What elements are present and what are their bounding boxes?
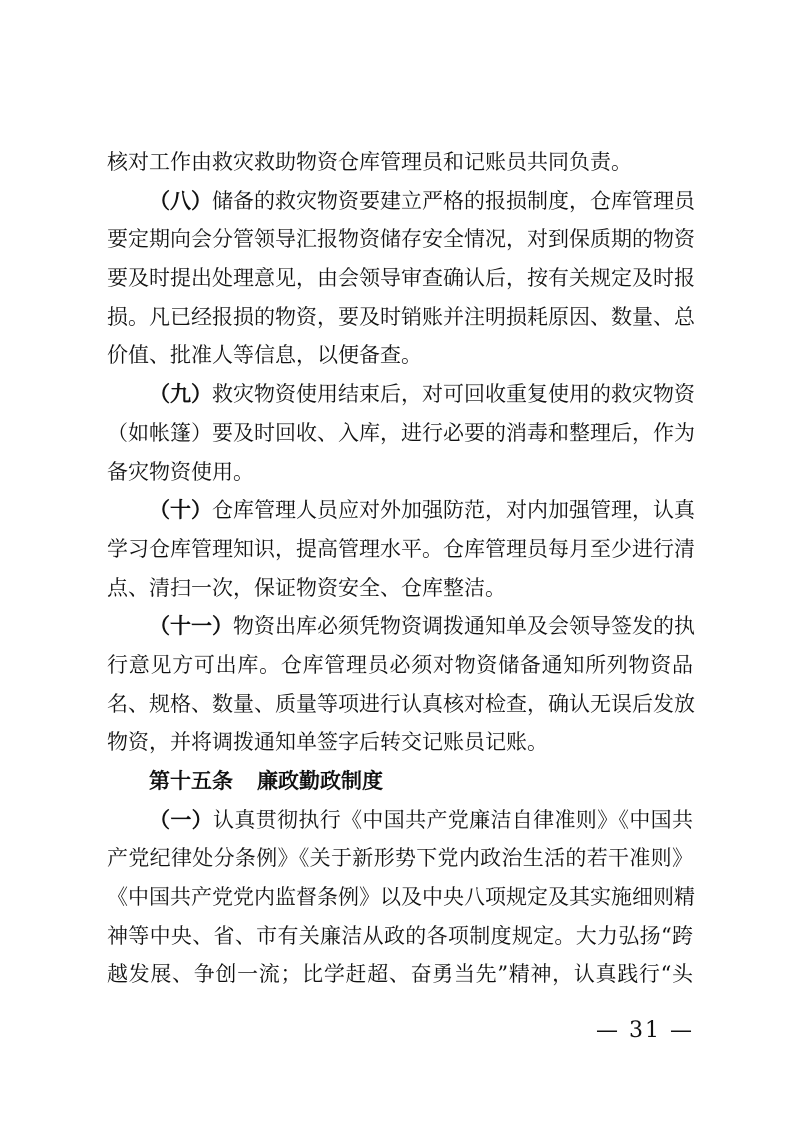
page-number: — 31 — bbox=[596, 1018, 694, 1043]
item-number: （九） bbox=[149, 382, 212, 407]
text-line: 备灾物资使用。 bbox=[107, 459, 254, 484]
article-number: 第十五条 bbox=[149, 769, 233, 793]
text-line: 行意见方可出库。仓库管理员必须对物资储备通知所列物资品 bbox=[107, 652, 693, 677]
article-heading bbox=[107, 762, 693, 801]
item-number: （一） bbox=[149, 807, 214, 832]
paragraph-9-line bbox=[107, 375, 693, 414]
item-number: （十） bbox=[149, 498, 212, 523]
paragraph-8-line bbox=[107, 182, 693, 221]
text-line: 物资，并将调拨通知单签字后转交记账员记账。 bbox=[107, 730, 548, 755]
text-line: 损。凡已经报损的物资，要及时销账并注明损耗原因、数量、总 bbox=[107, 304, 695, 329]
item-text: 物资出库必须凭物资调拨通知单及会领导签发的执 bbox=[233, 614, 695, 639]
text-line: 神等中央、省、市有关廉洁从政的各项制度规定。大力弘扬“跨 bbox=[107, 923, 693, 948]
text-line: 价值、批准人等信息，以便备查。 bbox=[107, 343, 422, 368]
item-text: 储备的救灾物资要建立严格的报损制度，仓库管理员 bbox=[212, 188, 695, 213]
paragraph-1-line bbox=[107, 801, 693, 840]
item-text: 认真贯彻执行《中国共产党廉洁自律准则》《中国共 bbox=[213, 807, 694, 832]
text-line: （如帐篷）要及时回收、入库，进行必要的消毒和整理后，作为 bbox=[107, 420, 695, 445]
text-line: 名、规格、数量、质量等项进行认真核对检查，确认无误后发放 bbox=[107, 691, 695, 716]
item-number: （十一） bbox=[149, 614, 233, 639]
text-line: 产党纪律处分条例》《关于新形势下党内政治生活的若干准则》 bbox=[107, 846, 693, 871]
document-body bbox=[107, 143, 693, 994]
text-line: 越发展、争创一流；比学赶超、奋勇当先”精神，认真践行“头 bbox=[107, 962, 693, 987]
text-line: 《中国共产党党内监督条例》以及中央八项规定及其实施细则精 bbox=[107, 885, 695, 910]
paragraph-11-line bbox=[107, 607, 693, 646]
text-line: 学习仓库管理知识，提高管理水平。仓库管理员每月至少进行清 bbox=[107, 536, 695, 561]
item-number: （八） bbox=[149, 188, 212, 213]
item-text: 仓库管理人员应对外加强防范，对内加强管理，认真 bbox=[212, 498, 695, 523]
item-text: 救灾物资使用结束后，对可回收重复使用的救灾物资 bbox=[212, 382, 695, 407]
paragraph-10-line bbox=[107, 491, 693, 530]
text-line: 要及时提出处理意见，由会领导审查确认后，按有关规定及时报 bbox=[107, 266, 695, 291]
article-title: 廉政勤政制度 bbox=[257, 769, 383, 793]
text-line: 核对工作由救灾救助物资仓库管理员和记账员共同负责。 bbox=[107, 150, 632, 174]
text-line: 点、清扫一次，保证物资安全、仓库整洁。 bbox=[107, 575, 506, 600]
text-line: 要定期向会分管领导汇报物资储存安全情况，对到保质期的物资 bbox=[107, 227, 695, 252]
